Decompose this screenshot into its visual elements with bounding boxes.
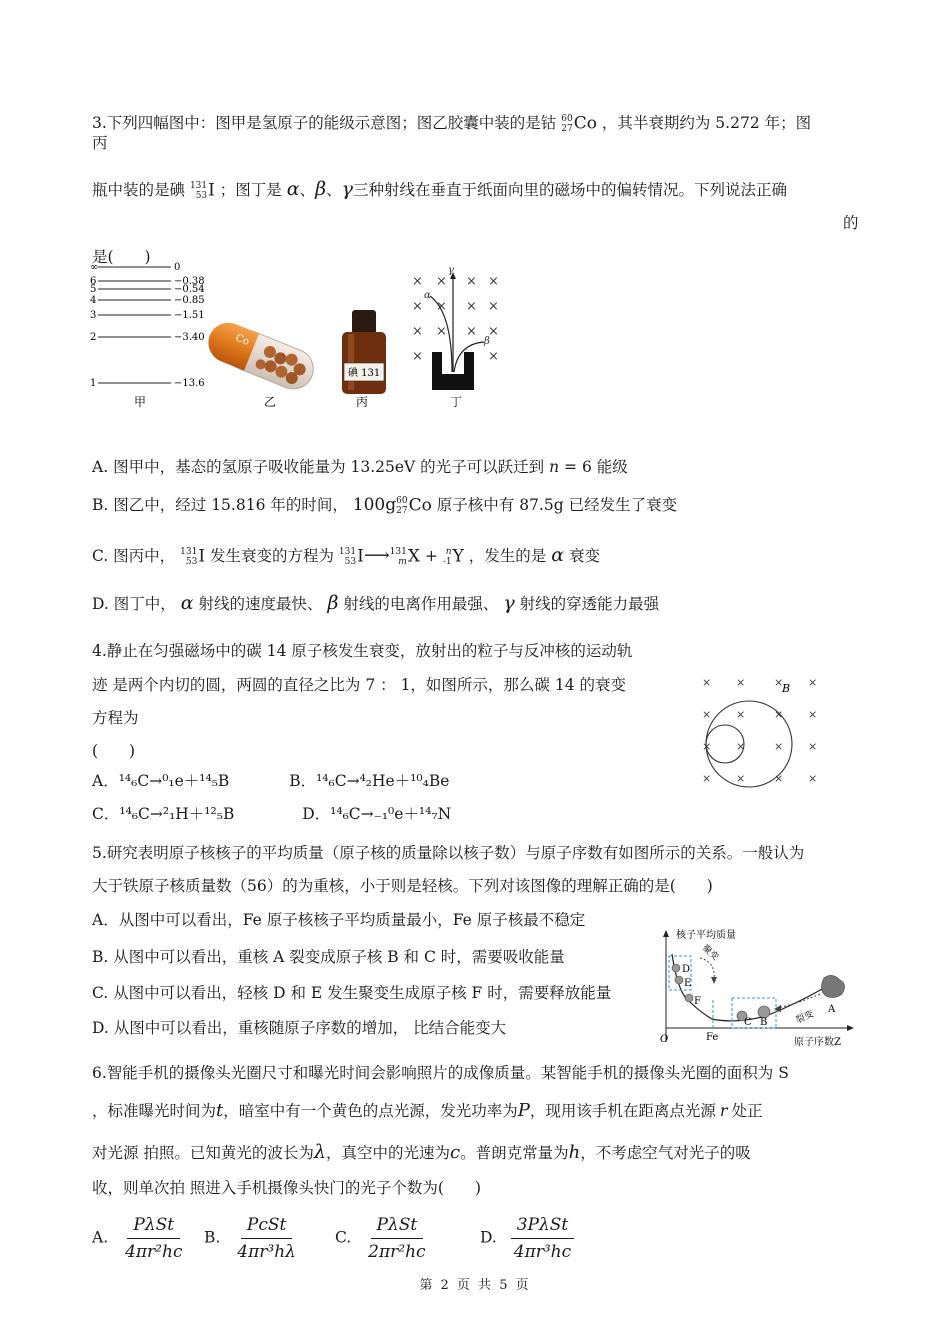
level-n-label: 5: [90, 284, 97, 295]
gamma-label: γ: [448, 265, 454, 276]
option-label: B.: [204, 1228, 221, 1247]
q6-line4: 收，则单次拍 照进入手机摄像头快门的光子个数为( ): [92, 1179, 482, 1197]
q3-text: 3.下列四幅图中：图甲是氢原子的能级示意图；图乙胶囊中装的是钴: [92, 114, 557, 132]
y-symbol: Y: [452, 546, 464, 567]
svg-text:×: ×: [702, 740, 712, 753]
alpha-label: α: [424, 290, 431, 301]
option-text: 图甲中，基态的氢原子吸收能量为 13.25eV 的光子可以跃迁到: [113, 458, 545, 476]
denominator: 4πr³hc: [513, 1242, 572, 1262]
svg-text:×: ×: [412, 349, 423, 364]
point-d-label: D: [682, 964, 691, 975]
r-variable: r: [719, 1101, 728, 1120]
option-text: 图乙中，经过 15.816 年的时间，: [113, 496, 348, 514]
option-label: C.: [335, 1228, 352, 1247]
numerator: PλSt: [127, 1214, 180, 1239]
level-e-label: −3.40: [174, 332, 205, 343]
beta-symbol: β: [315, 178, 327, 200]
beta-label: β: [484, 336, 490, 347]
y-z: -1: [442, 557, 452, 567]
svg-text:×: ×: [488, 349, 499, 364]
q6-text: 处正: [731, 1102, 763, 1120]
capsule-illustration: [202, 317, 319, 409]
q6-text: ，暗室中有一个黄色的点光源，发光功率为: [223, 1102, 518, 1120]
svg-text:×: ×: [808, 740, 818, 753]
x-mass: 131: [389, 547, 407, 557]
radiation-deflection-diagram: [412, 265, 499, 409]
n-variable: n: [549, 458, 560, 476]
svg-text:×: ×: [736, 676, 746, 689]
mass-curve: [672, 954, 824, 1021]
q3-text: 瓶中装的是碘: [92, 181, 186, 199]
point-d: [672, 964, 680, 972]
q6-line3: [92, 1141, 751, 1164]
co-z: 27: [396, 506, 408, 516]
t-variable: t: [216, 1100, 224, 1121]
fraction: [362, 1214, 431, 1263]
numerator: 3PλSt: [511, 1214, 575, 1239]
bottle-label-text: 碘 131: [348, 368, 381, 379]
i-z: 53: [185, 557, 198, 567]
svg-text:×: ×: [736, 772, 746, 785]
fig-label-ding: 丁: [450, 395, 463, 409]
origin-label: O: [660, 1034, 669, 1045]
q3-line2-end: 的: [843, 214, 859, 232]
svg-text:×: ×: [808, 708, 818, 721]
option-label: C．: [92, 805, 120, 823]
svg-text:×: ×: [436, 299, 447, 314]
co-symbol: Co: [573, 113, 597, 134]
co-symbol: Co: [408, 495, 432, 516]
level-e-label: −13.6: [174, 378, 205, 389]
denominator: 4πr²hc: [125, 1242, 183, 1262]
co-mass: 60: [561, 114, 573, 124]
q3-line1: [92, 112, 811, 134]
i-z: 53: [195, 191, 208, 201]
q4-options-cd: [92, 803, 451, 825]
q6-option-b: [204, 1214, 302, 1263]
level-n-label: ∞: [90, 262, 99, 273]
q6-text: ，标准曝光时间为: [92, 1102, 217, 1120]
h-variable: h: [568, 1142, 581, 1163]
y-particle: [443, 547, 464, 567]
option-text: 射线的速度最快、: [198, 595, 323, 613]
denominator: 4πr³hλ: [237, 1242, 296, 1262]
field-b-label: B: [782, 682, 791, 695]
level-e-label: −0.38: [174, 276, 205, 287]
q3-option-a: [92, 456, 628, 478]
numerator: PλSt: [371, 1214, 424, 1239]
i131-nuclide: [180, 547, 205, 567]
denominator: 2πr²hc: [368, 1242, 426, 1262]
option-text: 射线的穿透能力最强: [519, 595, 660, 613]
q5-option-c: C. 从图中可以看出，轻核 D 和 E 发生聚变生成原子核 F 时，需要释放能量: [92, 984, 612, 1002]
gamma-symbol: γ: [503, 592, 515, 614]
svg-text:×: ×: [808, 772, 818, 785]
q4-option-d-eq: ¹⁴₆C→₋₁⁰e＋¹⁴₇N: [330, 805, 452, 823]
fraction: [231, 1214, 302, 1263]
arrow: ⟶: [363, 545, 390, 566]
option-text: ，发生的是: [468, 547, 547, 565]
gamma-symbol: γ: [341, 178, 353, 200]
q3-line1b: 丙: [92, 134, 108, 152]
q4-line2: 迹 是两个内切的圆，两圆的直径之比为 7 ： 1，如图所示，那么碳 14 的衰变: [92, 676, 627, 694]
i-symbol: I: [357, 546, 364, 567]
q4-circles-figure: [696, 672, 826, 790]
level-n-label: 6: [90, 276, 97, 287]
x-axis-label: 原子序数Z: [794, 1037, 841, 1048]
svg-text:×: ×: [774, 740, 784, 753]
q3-line3: 是( ): [92, 248, 151, 266]
svg-text:×: ×: [774, 676, 784, 689]
option-label: B．: [289, 772, 317, 790]
fig-label-jia: 甲: [134, 395, 147, 409]
fig-label-yi: 乙: [264, 395, 277, 409]
option-label: A.: [92, 1228, 109, 1247]
x-nuclide: [390, 547, 420, 567]
option-label: B.: [92, 496, 109, 514]
c-variable: c: [450, 1142, 461, 1163]
q3-option-b: [92, 494, 677, 516]
svg-text:×: ×: [774, 772, 784, 785]
i-mass: 131: [338, 547, 357, 557]
level-e-label: −0.54: [174, 284, 205, 295]
svg-text:×: ×: [736, 708, 746, 721]
q3-text-tail: ，其半衰期约为 5.272 年；图: [601, 114, 812, 132]
svg-text:×: ×: [466, 299, 477, 314]
q3-figures: [86, 262, 516, 412]
q6-option-c: [335, 1214, 432, 1263]
separator: 、: [326, 181, 342, 199]
i-z: 53: [344, 557, 357, 567]
x-symbol: X: [407, 546, 420, 567]
q4-option-b-eq: ¹⁴₆C→⁴₂He＋¹⁰₄Be: [316, 772, 450, 790]
x-z: m: [398, 557, 407, 567]
page-footer: 第 2 页 共 5 页: [419, 1278, 531, 1293]
point-c-label: C: [744, 1017, 752, 1028]
fraction: [119, 1214, 188, 1263]
point-e: [675, 976, 683, 984]
q6-text: ，不考虑空气对光子的吸: [580, 1144, 751, 1162]
alpha-symbol: α: [180, 592, 194, 614]
q4-option-c-eq: ¹⁴₆C→²₁H＋¹²₅B: [119, 805, 235, 823]
option-text: 能级: [596, 458, 628, 476]
q5-option-a: A．从图中可以看出，Fe 原子核核子平均质量最小，Fe 原子核最不稳定: [92, 911, 586, 929]
q4-option-a-eq: ¹⁴₆C→⁰₁e＋¹⁴₅B: [118, 772, 230, 790]
level-n-label: 2: [90, 332, 97, 343]
q4-options-ab: [92, 770, 449, 792]
bottle-cap: [352, 310, 376, 334]
option-label: D.: [480, 1228, 497, 1247]
fig-label-bing: 丙: [356, 395, 369, 409]
co-mass: 60: [396, 496, 408, 506]
y-mass: n: [445, 547, 452, 557]
level-n-label: 1: [90, 378, 97, 389]
alpha-symbol: α: [286, 178, 300, 200]
q6-text: ，现用该手机在距离点光源: [529, 1102, 716, 1120]
svg-text:×: ×: [702, 772, 712, 785]
option-text: 图丁中，: [113, 595, 176, 613]
svg-text:×: ×: [774, 708, 784, 721]
q5-option-d: D. 从图中可以看出，重核随原子序数的增加， 比结合能变大: [92, 1019, 507, 1037]
q3-line2: [92, 178, 787, 201]
q5-option-b: B. 从图中可以看出，重核 A 裂变成原子核 B 和 C 时，需要吸收能量: [92, 948, 565, 966]
option-text: = 6: [564, 458, 592, 476]
level-e-label: −1.51: [174, 310, 205, 321]
svg-text:×: ×: [412, 274, 423, 289]
co60-nuclide: [396, 496, 432, 516]
q3-text: ；图丁是: [219, 181, 282, 199]
q5-line1: 5.研究表明原子核核子的平均质量（原子核的质量除以核子数）与原子序数有如图所示的关系。一般认为: [92, 844, 805, 862]
point-f-label: F: [694, 996, 701, 1007]
svg-text:×: ×: [412, 299, 423, 314]
q4-line1: 4.静止在匀强磁场中的碳 14 原子核发生衰变，放射出的粒子与反冲核的运动轨: [92, 642, 633, 660]
svg-text:×: ×: [702, 676, 712, 689]
level-e-label: −0.85: [174, 295, 205, 306]
p-variable: P: [517, 1100, 530, 1121]
y-axis-label: 核子平均质量: [676, 930, 736, 941]
q4-line3: 方程为: [92, 709, 139, 727]
mass-value: 100g: [352, 495, 397, 515]
svg-text:×: ×: [488, 299, 499, 314]
option-label: C.: [92, 547, 109, 565]
svg-text:×: ×: [702, 708, 712, 721]
co-z: 27: [561, 124, 573, 134]
fission-label: 裂变: [794, 1009, 816, 1026]
capsule-label: Co: [233, 332, 251, 348]
q6-option-a: [92, 1214, 188, 1263]
i131-nuclide: [190, 181, 215, 201]
option-text: 图丙中，: [113, 547, 176, 565]
q3-option-c: [92, 544, 600, 567]
level-e-label: 0: [174, 262, 181, 273]
q4-line4: ( ): [92, 742, 136, 760]
option-text: 衰变: [569, 547, 601, 565]
i131-nuclide-reactant: [339, 547, 364, 567]
point-a-heavy-nucleus: [821, 975, 844, 997]
svg-text:×: ×: [436, 274, 447, 289]
point-f: [685, 994, 693, 1002]
svg-text:×: ×: [736, 740, 746, 753]
level-n-label: 4: [90, 295, 97, 306]
beta-symbol: β: [327, 592, 339, 614]
i-symbol: I: [198, 546, 206, 567]
point-e-label: E: [684, 978, 692, 989]
fusion-label: 聚变: [699, 943, 721, 963]
q6-line2: [92, 1100, 763, 1122]
svg-text:×: ×: [488, 324, 499, 339]
i-mass: 131: [189, 181, 208, 191]
alpha-symbol: α: [551, 544, 565, 566]
point-a-label: A: [828, 1004, 836, 1015]
option-text: 射线的电离作用最强、: [343, 595, 499, 613]
energy-level-diagram: [90, 262, 205, 409]
q3-text: 三种射线在垂直于纸面向里的磁场中的偏转情况。下列说法正确: [352, 181, 787, 199]
q6-option-d: [480, 1214, 577, 1263]
iodine-bottle-illustration: [342, 310, 386, 409]
q5-line2: 大于铁原子核质量数（56）的为重核，小于则是轻核。下列对该图像的理解正确的是( ): [92, 877, 713, 895]
svg-text:×: ×: [412, 324, 423, 339]
option-label: D.: [92, 595, 109, 613]
q6-text: 对光源 拍照。已知黄光的波长为: [92, 1144, 314, 1162]
svg-text:×: ×: [466, 324, 477, 339]
svg-text:×: ×: [466, 274, 477, 289]
svg-text:×: ×: [488, 274, 499, 289]
svg-text:×: ×: [808, 676, 818, 689]
fraction: [508, 1214, 577, 1263]
option-label: A.: [92, 458, 109, 476]
point-b-label: B: [760, 1017, 768, 1028]
i-mass: 131: [180, 547, 198, 557]
q6-line1: 6.智能手机的摄像头光圈尺寸和曝光时间会影响照片的成像质量。某智能手机的摄像头光圈的面积为 S: [92, 1064, 789, 1082]
q3-option-d: [92, 592, 659, 615]
q6-text: ，真空中的光速为: [325, 1144, 450, 1162]
level-n-label: 3: [90, 310, 97, 321]
separator: 、: [299, 181, 316, 199]
q6-text: 。普朗克常量为: [460, 1144, 569, 1162]
option-label: A．: [92, 772, 119, 790]
option-label: D．: [302, 805, 331, 823]
i-symbol: I: [208, 180, 215, 201]
fe-label: Fe: [706, 1032, 719, 1043]
q5-mass-graph: [656, 924, 856, 1048]
numerator: PcSt: [241, 1214, 292, 1239]
option-text: 原子核中有 87.5g 已经发生了衰变: [436, 496, 678, 514]
lambda-variable: λ: [313, 1141, 326, 1163]
plus-sign: +: [424, 547, 438, 565]
option-text: 发生衰变的方程为: [209, 547, 334, 565]
svg-text:×: ×: [436, 324, 447, 339]
co60-nuclide: [561, 114, 597, 134]
